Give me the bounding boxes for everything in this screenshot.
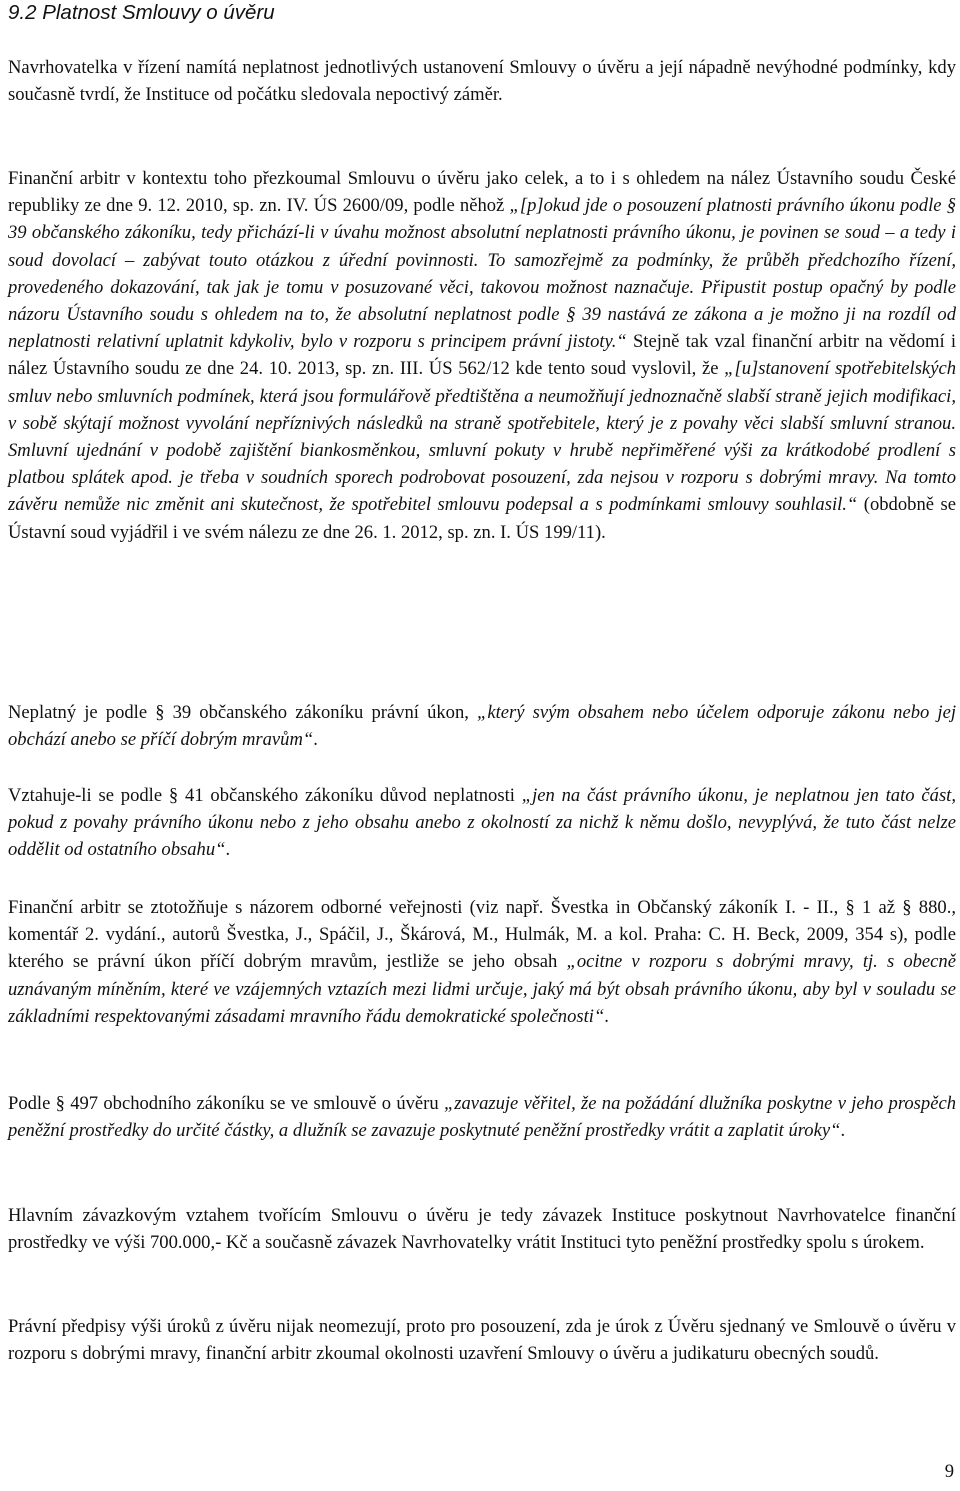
page-number: 9 <box>944 1461 954 1482</box>
paragraph-2-text-c: (obdobně se Ústavní soud vyjádřil i ve svém nálezu ze dne 26. 1. 2012, sp. zn. I. ÚS 199/11). <box>8 494 956 543</box>
paragraph-3 <box>8 699 956 753</box>
paragraph-4-quote: „jen na část právního úkonu, je neplatnou jen tato část, pokud z povahy právního úkonu nebo z jeho obsahu anebo z okolností za nichž k němu došlo, nevyplývá, že tuto část nelze oddělit od ostatního obsahu“ <box>8 785 956 861</box>
paragraph-5-text: Finanční arbitr se ztotožňuje s názorem odborné veřejnosti (viz např. Švestka in Občanský zákoník I. - II., § 1 až § 880., komentář 2. vydání., autorů Švestka, J., Spáčil, J., Škárová, M., Hulmák, M. a kol. Praha: C. H. Beck, 2009, 354 s), podle kterého se právní úkon příčí dobrým mravům, jestliže se jeho obsah <box>8 897 956 973</box>
paragraph-2-text-a: Finanční arbitr v kontextu toho přezkoumal Smlouvu o úvěru jako celek, a to i s ohledem na nález Ústavního soudu České republiky ze dne 9. 12. 2010, sp. zn. IV. ÚS 2600/09, podle něhož <box>8 168 956 217</box>
paragraph-8: Právní předpisy výši úroků z úvěru nijak neomezují, proto pro posouzení, zda je úrok z Úvěru sjednaný ve Smlouvě o úvěru v rozporu s dobrými mravy, finanční arbitr zkoumal okolnosti uzavření Smlouvy o úvěru a judikaturu obecných soudů. <box>8 1316 956 1365</box>
paragraph-2-text-b: Stejně tak vzal finanční arbitr na vědomí i nález Ústavního soudu ze dne 24. 10. 2013, sp. zn. III. ÚS 562/12 kde tento soud vyslovil, že <box>8 331 956 380</box>
paragraph-2 <box>8 165 956 546</box>
paragraph-5-quote: „ocitne v rozporu s dobrými mravy, tj. s obecně uznávaným míněním, které ve vzájemných vztazích mezi lidmi určuje, jaký má být obsah právního úkonu, aby byl v souladu se základními respektovanými zásadami mravního řádu demokratické společnosti“ <box>8 951 956 1027</box>
paragraph-7: Hlavním závazkovým vztahem tvořícím Smlouvu o úvěru je tedy závazek Instituce poskytnout Navrhovatelce finanční prostředky ve výši 700.000,- Kč a současně závazek Navrhovatelky vrátit Instituci tyto peněžní prostředky spolu s úrokem. <box>8 1205 956 1254</box>
paragraph-3-text: Neplatný je podle § 39 občanského zákoníku právní úkon, <box>8 702 478 723</box>
paragraph-4-text: Vztahuje-li se podle § 41 občanského zákoníku důvod neplatnosti <box>8 785 522 806</box>
paragraph-4-end: . <box>225 839 231 861</box>
paragraph-6 <box>8 1090 956 1144</box>
paragraph-5-end: . <box>604 1005 609 1027</box>
paragraph-6-end: . <box>840 1120 846 1142</box>
paragraph-2-quote-a: „[p]okud jde o posouzení platnosti právního úkonu podle § 39 občanského zákoníku, tedy přichází-li v úvahu možnost absolutní neplatnosti právního úkonu, je povinen se soud – a tedy i soud dovolací – zabývat touto otázkou z úřední povinnosti. To samozřejmě za podmínky, že průběh předchozího řízení, provedeného dokazování, tak jak je tomu v posuzované věci, takovou možnost naznačuje. Připustit postup opačný by podle názoru Ústavního soudu s ohledem na to, že absolutní neplatnost podle § 39 nastává ze zákona a je možno ji na rozdíl od neplatnosti relativní uplatnit kdykoliv, bylo v rozporu s principem právní jistoty.“ <box>8 195 956 353</box>
paragraph-1: Navrhovatelka v řízení namítá neplatnost jednotlivých ustanovení Smlouvy o úvěru a její nápadně nevýhodné podmínky, kdy současně tvrdí, že Instituce od počátku sledovala nepoctivý záměr. <box>8 57 956 106</box>
paragraph-3-quote: „který svým obsahem nebo účelem odporuje zákonu nebo jej obchází anebo se příčí dobrým mravům“ <box>8 702 956 751</box>
section-heading: 9.2 Platnost Smlouvy o úvěru <box>8 1 275 24</box>
paragraph-4 <box>8 782 956 864</box>
paragraph-2-quote-b: „[u]stanovení spotřebitelských smluv nebo smluvních podmínek, která jsou formulářově předtištěna a neumožňují jednoznačně slabší straně jejich modifikaci, v sobě skýtají možnost vyvolání nepříznivých následků na straně spotřebitele, který je z povahy věci slabší smluvní stranou. Smluvní ujednání v podobě zajištění biankosměnkou, smluvní pokuty v hrubě nepřiměřené výši za krátkodobé prodlení s platbou splátek apod. je třeba v soudních sporech podrobovat posouzení, zda nejsou v rozporu s dobrými mravy. Na tomto závěru nemůže nic změnit ani skutečnost, že spotřebitel smlouvu podepsal a s podmínkami smlouvy souhlasil.“ <box>8 358 956 516</box>
paragraph-5 <box>8 894 956 1030</box>
paragraph-6-text: Podle § 497 obchodního zákoníku se ve smlouvě o úvěru <box>8 1093 444 1114</box>
paragraph-6-quote: „zavazuje věřitel, že na požádání dlužníka poskytne v jeho prospěch peněžní prostředky do určité částky, a dlužník se zavazuje poskytnuté peněžní prostředky vrátit a zaplatit úroky“ <box>8 1093 957 1142</box>
paragraph-3-end: . <box>313 729 318 751</box>
